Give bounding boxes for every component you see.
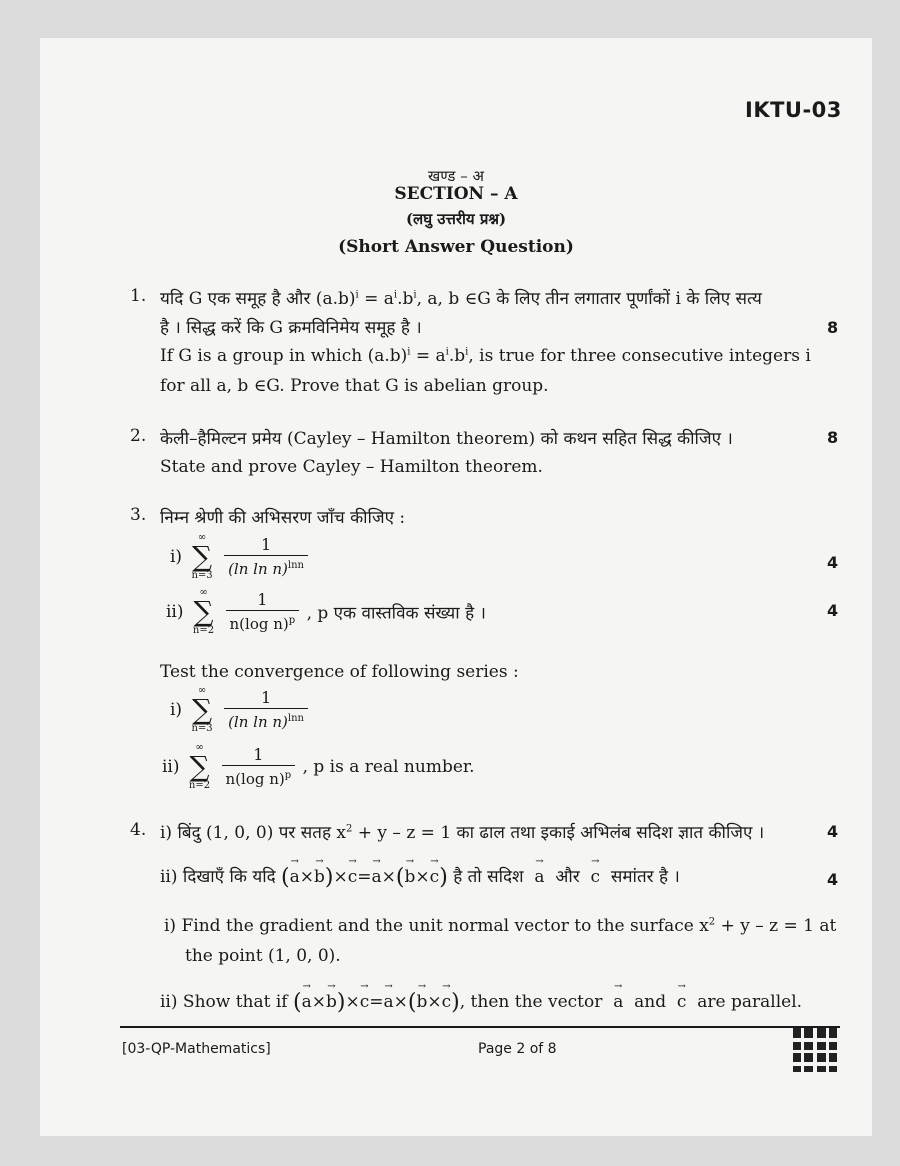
question-number: 2.	[130, 426, 147, 446]
question-number: 3.	[130, 505, 147, 525]
q3-english: Test the convergence of following series :	[160, 662, 519, 682]
q1-marks: 8	[827, 318, 839, 337]
q3-series-ii-english: ii) ∞ ∑ n=2 $\frac{1}{n(\log n)^p}$ , p is a real number.	[162, 742, 475, 791]
paper-code: IKTU-03	[745, 98, 842, 122]
qr-code-icon	[793, 1028, 837, 1072]
q1-english-line1: If G is a group in which $(a.b)^i = a^i.b^i$, is true for three consecutive integers i	[160, 346, 811, 366]
section-title: SECTION – A	[394, 184, 518, 204]
q3-i-marks: 4	[827, 553, 839, 572]
footer-page-number: Page 2 of 8	[478, 1041, 557, 1057]
q3-hindi: निम्न श्रेणी की अभिसरण जाँच कीजिए :	[160, 508, 406, 528]
exam-page	[40, 38, 872, 1136]
section-subtitle: (Short Answer Question)	[338, 237, 574, 257]
q3-series-i-english: i) ∞ ∑ n=3 $\frac{1}{(\ln \ln n)^{lnn}}$	[170, 686, 310, 734]
q4-ii-english: ii) Show that if (→ a×→ b)×→ c=→ a×(→ b×→ c), then the vector → a and → c are parallel.	[160, 990, 802, 1015]
q1-english-line2: for all a, b ∈G. Prove that G is abelian group.	[160, 376, 549, 396]
q2-marks: 8	[827, 428, 839, 447]
q3-series-ii-hindi: ii) ∞ ∑ n=2 $\frac{1}{n(\log n)^p}$ , p एक वास्तविक संख्या है ।	[166, 587, 486, 636]
q4-i-english-line2: the point (1, 0, 0).	[185, 946, 341, 966]
q2-english: State and prove Cayley – Hamilton theorem.	[160, 457, 543, 477]
q1-hindi-line1: यदि G एक समूह है और $(a.b)^i = a^i.b^i$, a, b ∈G के लिए तीन लगातार पूर्णांकों i के लिए सत्य	[160, 289, 762, 309]
q4-ii-marks: 4	[827, 870, 839, 889]
q4-ii-hindi: ii) दिखाएँ कि यदि (→ a×→ b)×→ c=→ a×(→ b×→ c) है तो सदिश → a और → c समांतर है ।	[160, 864, 680, 890]
q3-series-i-hindi: i) ∞ ∑ n=3 $\frac{1}{(\ln \ln n)^{lnn}}$	[170, 533, 310, 581]
section-subtitle-hindi: (लघु उत्तरीय प्रश्न)	[405, 210, 507, 228]
q2-hindi: केली–हैमिल्टन प्रमेय (Cayley – Hamilton theorem) को कथन सहित सिद्ध कीजिए ।	[160, 429, 733, 449]
question-number: 1.	[130, 286, 147, 306]
q3-ii-marks: 4	[827, 601, 839, 620]
q1-hindi-line2: है । सिद्ध करें कि G क्रमविनिमेय समूह है ।	[160, 318, 422, 338]
section-label-hindi: खण्ड – अ	[428, 167, 484, 185]
q4-i-english-line1: i) Find the gradient and the unit normal vector to the surface $x^2 + y - z = 1$ at	[164, 916, 837, 936]
footer-rule	[120, 1026, 840, 1028]
q4-i-marks: 4	[827, 822, 839, 841]
footer-paper-code: [03-QP-Mathematics]	[122, 1041, 271, 1057]
question-number: 4.	[130, 820, 147, 840]
q4-i-hindi: i) बिंदु (1, 0, 0) पर सतह $x^2 + y - z = 1$ का ढाल तथा इकाई अभिलंब सदिश ज्ञात कीजिए ।	[160, 823, 765, 843]
